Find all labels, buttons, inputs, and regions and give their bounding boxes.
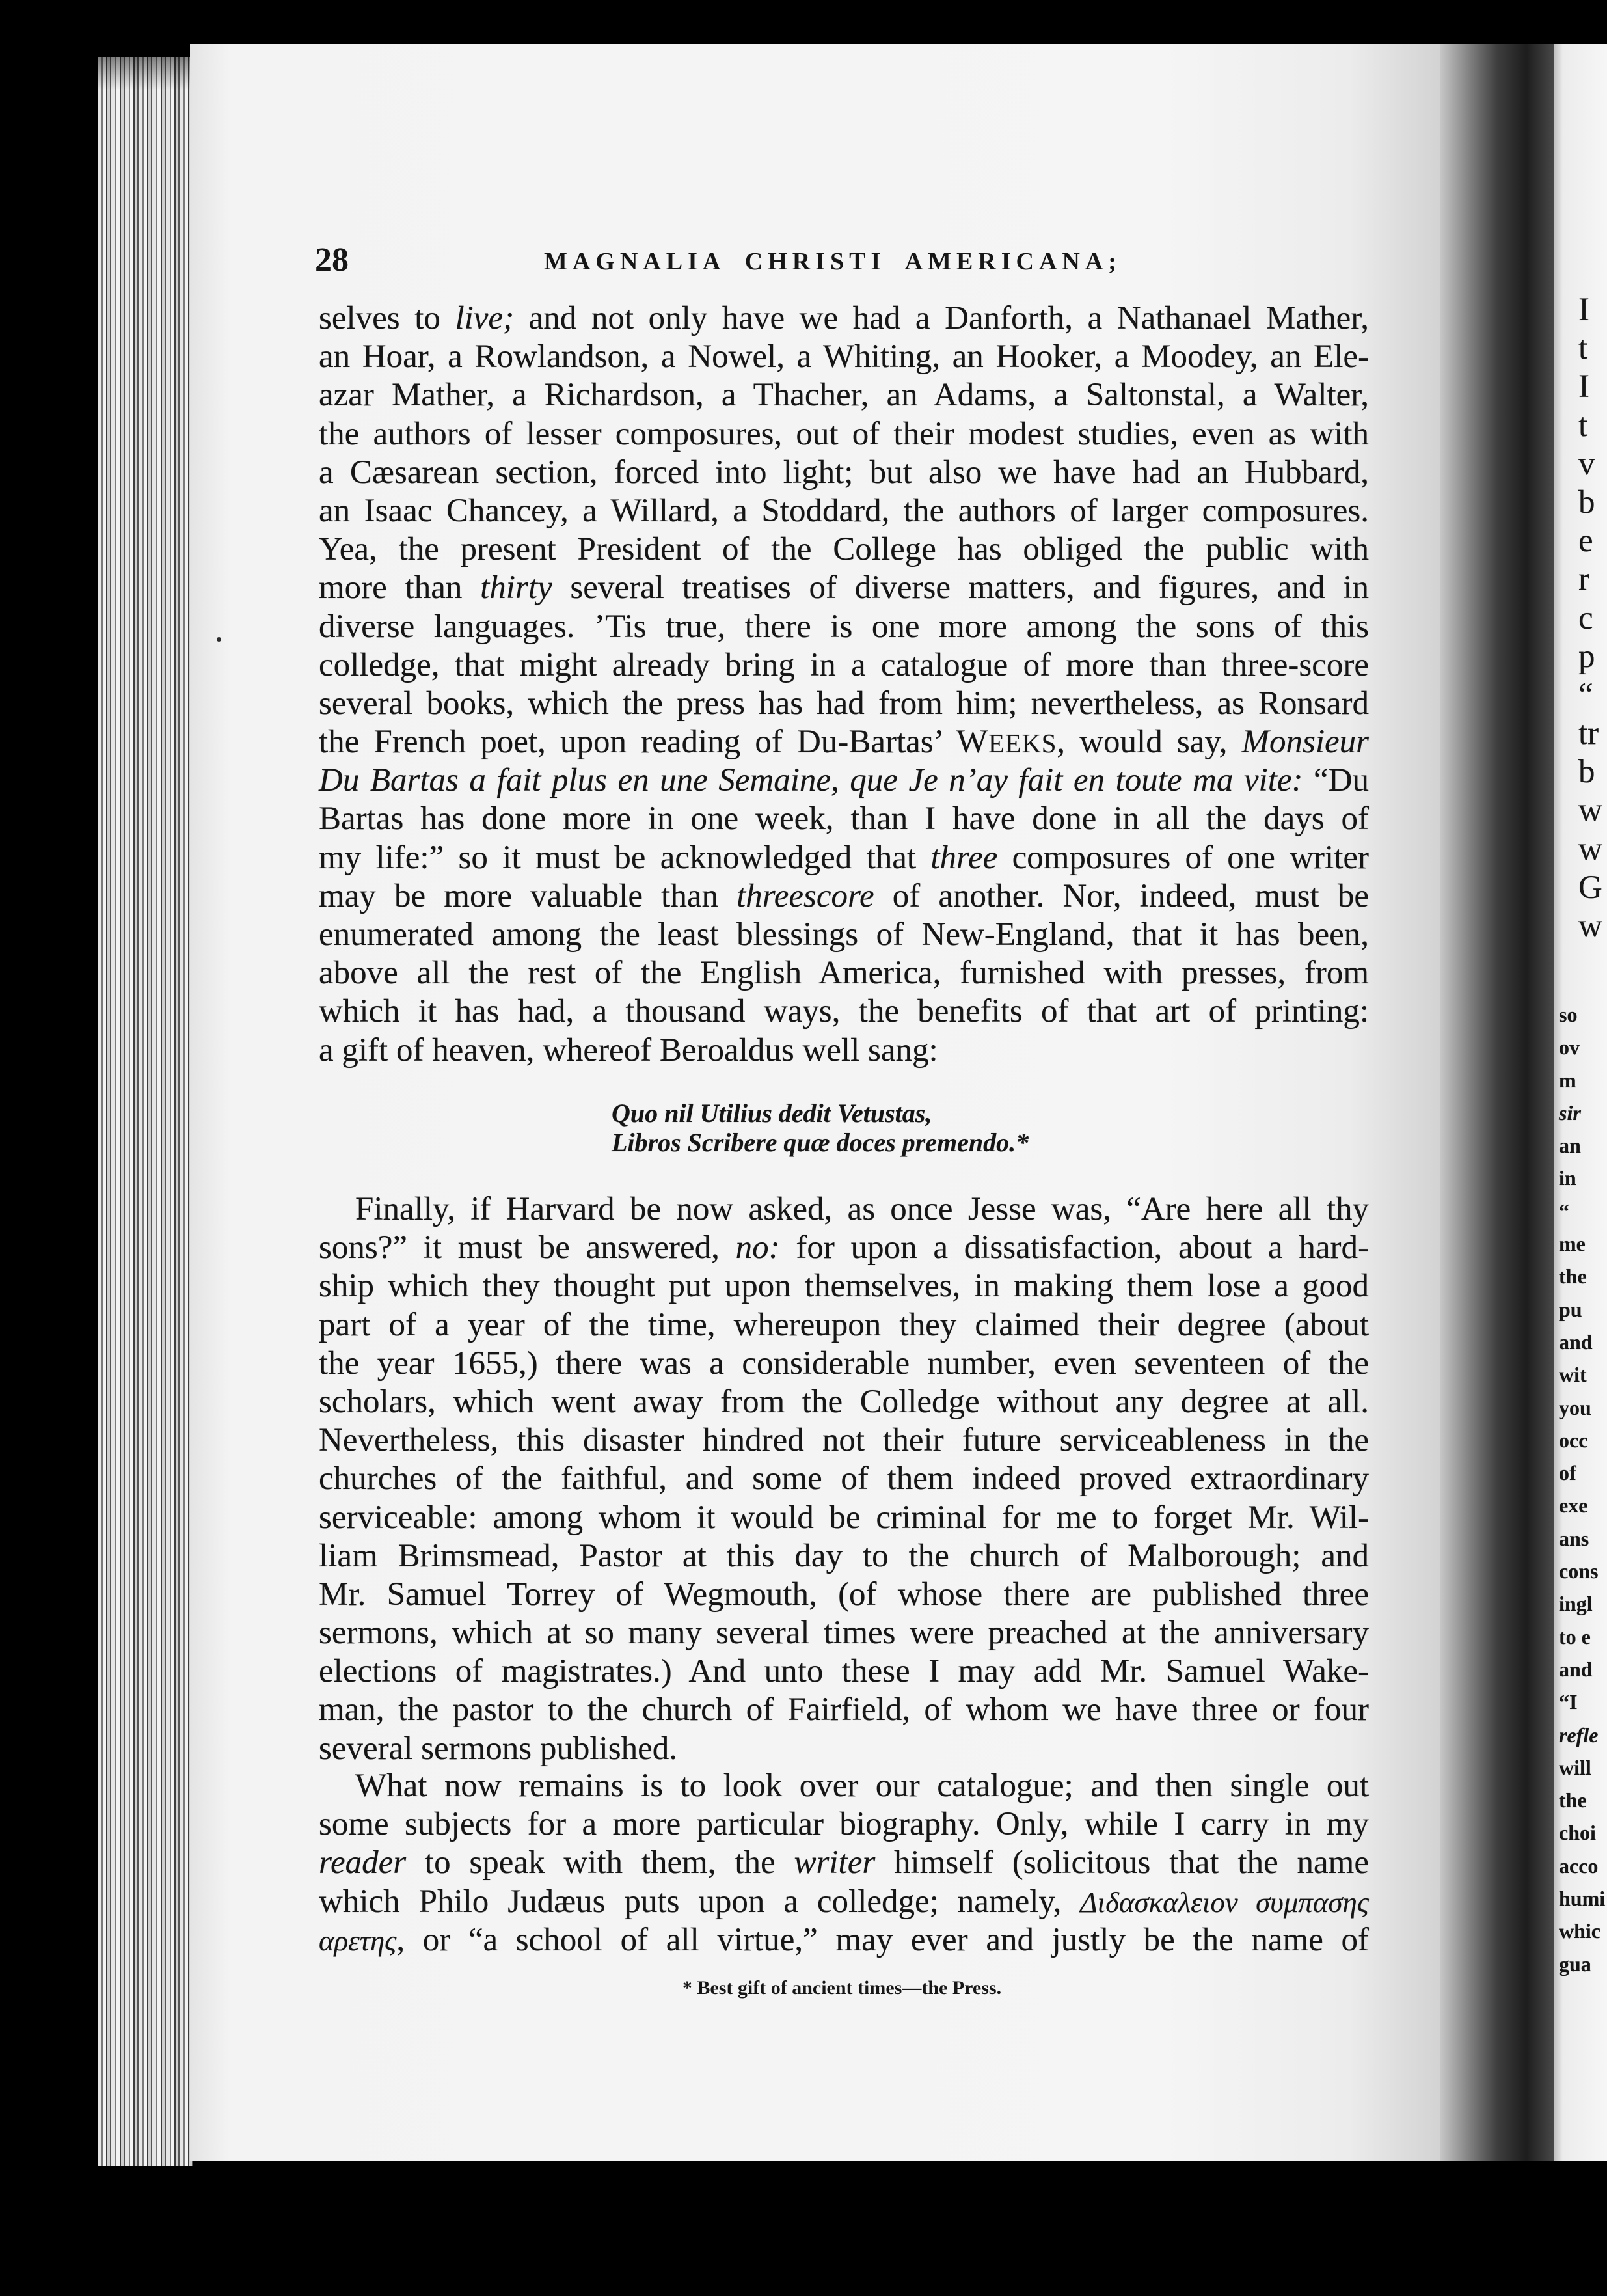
text-run: will — [1559, 1755, 1591, 1779]
text-run: choi — [1559, 1821, 1596, 1845]
italic-text: thirty — [480, 569, 552, 607]
text-line — [1578, 407, 1602, 445]
text-line — [1559, 1162, 1605, 1194]
text-run: some subjects for a more particular biography. Only, while I carry in my — [319, 1806, 1369, 1843]
text-run: the French poet, upon reading of Du-Bartas’ — [319, 724, 957, 761]
text-run: ov — [1559, 1035, 1580, 1059]
page-number: 28 — [315, 241, 349, 279]
text-line — [1559, 1227, 1605, 1260]
text-line — [1559, 1850, 1605, 1882]
text-line — [1559, 1719, 1605, 1751]
text-line — [319, 415, 1369, 454]
text-line — [319, 1537, 1369, 1576]
text-run: you — [1559, 1395, 1591, 1419]
text-run: which it has had, a thousand ways, the benefits of that art of printing: — [319, 993, 1369, 1030]
text-run: of another. Nor, indeed, must be — [874, 877, 1369, 914]
text-run: b — [1578, 484, 1595, 521]
text-line — [1559, 1555, 1605, 1587]
italic-text: sir — [1559, 1100, 1581, 1125]
text-run: an — [1559, 1134, 1581, 1158]
text-run: an Hoar, a Rowlandson, a Nowel, a Whiting, an Hooker, a Moodey, an Ele- — [319, 338, 1369, 376]
text-line — [319, 1306, 1369, 1345]
text-line — [1559, 1097, 1605, 1129]
text-run: several books, which the press has had from him; nevertheless, as Ronsard — [319, 685, 1369, 722]
text-run: I — [1578, 292, 1589, 328]
italic-text: three — [930, 839, 998, 876]
small-caps-text: WEEKS — [956, 724, 1057, 761]
main-page — [190, 44, 1442, 2161]
italic-text: Du Bartas a fait plus en une Semaine, que Je n’ay fait en toute ma vite: — [319, 762, 1303, 799]
text-run: exe — [1559, 1494, 1588, 1518]
text-run: “ — [1578, 676, 1593, 713]
text-run: pu — [1559, 1297, 1582, 1321]
text-run: the — [1559, 1264, 1587, 1289]
text-line — [319, 338, 1369, 376]
text-line — [1559, 1293, 1605, 1326]
text-line — [1559, 1784, 1605, 1816]
text-line — [319, 839, 1369, 877]
text-line — [319, 1229, 1369, 1267]
text-run: and — [1559, 1330, 1593, 1354]
text-line — [319, 1844, 1369, 1882]
text-run: Finally, if Harvard be now asked, as once Jesse was, “Are here all thy — [355, 1191, 1369, 1227]
text-line — [319, 954, 1369, 992]
text-run: Nevertheless, this disaster hindred not their future serviceableness in the — [319, 1422, 1369, 1459]
text-line — [319, 608, 1369, 646]
text-line — [1559, 1195, 1605, 1227]
text-line — [319, 1652, 1369, 1691]
text-line — [319, 1421, 1369, 1460]
text-run: t — [1578, 330, 1588, 367]
text-line — [319, 1730, 1369, 1768]
text-run: a Cæsarean section, forced into light; but also we have had an Hubbard, — [319, 454, 1369, 491]
facing-page-text-fragments — [1578, 291, 1602, 946]
text-line — [319, 646, 1369, 685]
text-run: G — [1578, 869, 1602, 906]
book-page-edges — [98, 57, 193, 2166]
text-line — [319, 1190, 1369, 1229]
text-run: Quo nil Utilius dedit Vetustas, — [612, 1099, 932, 1128]
text-run: diverse languages. ’Tis true, there is one more among the sons of this — [319, 608, 1369, 645]
text-line — [319, 299, 1369, 338]
text-line — [319, 877, 1369, 916]
text-run: t — [1578, 407, 1588, 444]
text-line — [1559, 1686, 1605, 1718]
text-run: “Du — [1303, 762, 1369, 799]
text-run: ans — [1559, 1526, 1589, 1550]
text-line — [319, 530, 1369, 569]
text-line — [319, 1767, 1369, 1805]
text-run: sons?” it must be answered, — [319, 1229, 736, 1266]
running-head: MAGNALIA CHRISTI AMERICANA; — [544, 248, 1122, 275]
text-run: several sermons published. — [319, 1730, 677, 1767]
text-line — [1559, 1424, 1605, 1456]
text-line — [1578, 753, 1602, 791]
text-run: my life:” so it must be acknowledged that — [319, 839, 931, 876]
text-run: which Philo Judæus puts upon a colledge; namely, — [319, 1883, 1081, 1920]
text-line — [1578, 445, 1602, 484]
text-run: , would say, — [1057, 724, 1242, 761]
italic-text: Monsieur — [1241, 724, 1369, 761]
text-run: Bartas has done more in one week, than I have done in all the days of — [319, 800, 1369, 838]
text-run: the authors of lesser composures, out of their modest studies, even as with — [319, 415, 1369, 452]
text-run: liam Brimsmead, Pastor at this day to the church of Malborough; and — [319, 1537, 1369, 1574]
text-line — [1559, 1522, 1605, 1555]
text-line — [1559, 1260, 1605, 1292]
text-line — [1578, 869, 1602, 907]
text-run: w — [1578, 908, 1602, 944]
text-run: composures of one writer — [997, 839, 1369, 876]
text-line — [319, 1805, 1369, 1844]
text-line — [319, 916, 1369, 954]
greek-text: αρετης — [319, 1924, 397, 1957]
text-line — [1559, 1489, 1605, 1522]
text-run: w — [1578, 830, 1602, 868]
facing-page — [1554, 44, 1607, 2161]
text-run: acco — [1559, 1853, 1599, 1878]
text-line — [319, 685, 1369, 723]
text-run: to e — [1559, 1624, 1591, 1648]
text-run: Yea, the present President of the College has obliged the public with — [319, 531, 1369, 568]
text-run: an Isaac Chancey, a Willard, a Stoddard, the authors of larger composures. — [319, 492, 1369, 529]
text-run: me — [1559, 1232, 1586, 1256]
text-run: gua — [1559, 1952, 1591, 1976]
text-run: to speak with them, the — [406, 1844, 794, 1881]
text-line — [319, 1383, 1369, 1421]
text-line — [1559, 1456, 1605, 1489]
text-line — [1578, 329, 1602, 368]
text-line — [319, 800, 1369, 838]
text-line — [1578, 560, 1602, 599]
text-run: p — [1578, 638, 1595, 675]
text-run: r — [1578, 561, 1589, 598]
text-run: the year 1655,) there was a considerable number, even seventeen of the — [319, 1345, 1369, 1382]
text-line — [1559, 1358, 1605, 1391]
text-line — [319, 492, 1369, 530]
text-line — [319, 454, 1369, 492]
text-line — [1578, 484, 1602, 522]
text-line — [1559, 1915, 1605, 1947]
text-run: b — [1578, 754, 1595, 791]
text-run: e — [1578, 523, 1593, 560]
text-run: wit — [1559, 1363, 1587, 1387]
text-line — [1578, 291, 1602, 329]
italic-text: reader — [319, 1844, 407, 1881]
text-line — [1559, 1620, 1605, 1653]
text-line — [319, 1883, 1369, 1921]
text-line — [319, 1032, 1369, 1070]
text-run: elections of magistrates.) And unto these I may add Mr. Samuel Wake- — [319, 1653, 1369, 1690]
italic-text: refle — [1559, 1723, 1599, 1747]
text-line — [1578, 599, 1602, 638]
text-line — [1559, 1882, 1605, 1915]
text-run: humi — [1559, 1887, 1606, 1911]
body-paragraph — [319, 1190, 1369, 1768]
text-run: , or “a school of all virtue,” may ever and justly be the name of — [396, 1921, 1369, 1958]
text-run: sermons, which at so many several times were preached at the anniversary — [319, 1615, 1369, 1652]
text-line — [1559, 1816, 1605, 1849]
text-line — [1578, 830, 1602, 869]
text-run: the — [1559, 1788, 1587, 1812]
text-line — [319, 1499, 1369, 1537]
text-line — [319, 761, 1369, 800]
text-line — [319, 1614, 1369, 1652]
text-run: azar Mather, a Richardson, a Thacher, an Adams, a Saltonstal, a Walter, — [319, 377, 1369, 414]
footnote: * Best gift of ancient times—the Press. — [682, 1977, 1002, 1999]
text-run: “ — [1559, 1199, 1569, 1223]
text-line — [1559, 1653, 1605, 1686]
text-line — [319, 1576, 1369, 1614]
text-line — [1559, 1031, 1605, 1063]
text-run: of — [1559, 1461, 1576, 1485]
text-run: m — [1559, 1068, 1576, 1092]
text-line — [319, 1345, 1369, 1383]
text-line — [319, 1460, 1369, 1498]
text-run: several treatises of diverse matters, and figures, and in — [552, 569, 1369, 607]
text-line — [1559, 998, 1605, 1031]
text-run: a gift of heaven, whereof Beroaldus well sang: — [319, 1032, 938, 1069]
text-run: “I — [1559, 1690, 1578, 1714]
text-run: tr — [1578, 715, 1599, 752]
body-paragraph — [319, 1767, 1369, 1960]
text-line — [1559, 1326, 1605, 1358]
italic-text: writer — [794, 1844, 876, 1881]
text-run: cons — [1559, 1559, 1599, 1583]
text-run: in — [1559, 1166, 1576, 1190]
text-run: colledge, that might already bring in a catalogue of more than three-score — [319, 646, 1369, 683]
text-run: himself (solicitous that the name — [875, 1844, 1369, 1881]
text-line — [319, 376, 1369, 415]
text-run: enumerated among the least blessings of New-England, that it has been, — [319, 916, 1369, 953]
text-run: v — [1578, 445, 1595, 482]
text-line — [319, 1267, 1369, 1305]
text-run: for upon a dissatisfaction, about a hard- — [779, 1229, 1369, 1266]
text-line — [1559, 1751, 1605, 1784]
verse-quotation — [612, 1099, 1197, 1157]
text-line — [1578, 522, 1602, 560]
facing-page-footnote-fragments — [1559, 998, 1605, 1980]
text-line — [319, 1691, 1369, 1729]
text-line — [1578, 907, 1602, 946]
text-line — [612, 1128, 1197, 1157]
text-run: man, the pastor to the church of Fairfield, of whom we have three or four — [319, 1691, 1369, 1729]
text-run: serviceable: among whom it would be criminal for me to forget Mr. Wil- — [319, 1499, 1369, 1536]
greek-text: Διδασκαλειον συμπασης — [1080, 1885, 1369, 1919]
text-run: churches of the faithful, and some of them indeed proved extraordinary — [319, 1460, 1369, 1497]
text-line — [1559, 1391, 1605, 1424]
text-line — [612, 1099, 1197, 1128]
text-line — [1578, 638, 1602, 676]
italic-text: threescore — [736, 877, 874, 914]
text-line — [1578, 791, 1602, 830]
italic-text: live; — [455, 300, 515, 336]
text-run: w — [1578, 792, 1602, 829]
text-line — [1559, 1587, 1605, 1620]
text-line — [319, 1921, 1369, 1960]
text-run: may be more valuable than — [319, 877, 737, 914]
text-line — [1578, 715, 1602, 753]
text-run: more than — [319, 569, 481, 607]
text-run: and — [1559, 1657, 1593, 1681]
body-paragraph — [319, 299, 1369, 1070]
text-line — [319, 723, 1369, 761]
text-run: part of a year of the time, whereupon they claimed their degree (about — [319, 1306, 1369, 1343]
text-run: ingl — [1559, 1592, 1593, 1616]
text-run: whic — [1559, 1919, 1600, 1943]
text-line — [1559, 1064, 1605, 1097]
text-run: occ — [1559, 1428, 1588, 1452]
ink-speck — [217, 637, 221, 642]
text-run: ship which they thought put upon themselves, in making them lose a good — [319, 1268, 1369, 1305]
text-line — [1578, 368, 1602, 406]
text-run: scholars, which went away from the Colledge without any degree at all. — [319, 1383, 1369, 1420]
text-line — [319, 992, 1369, 1031]
text-run: c — [1578, 599, 1593, 636]
text-run: selves to — [319, 300, 455, 336]
text-run: above all the rest of the English America, furnished with presses, from — [319, 955, 1369, 992]
text-run: What now remains is to look over our catalogue; and then single out — [355, 1768, 1369, 1804]
text-run: and not only have we had a Danforth, a Nathanael Mather, — [514, 300, 1370, 336]
text-line — [1559, 1129, 1605, 1162]
text-run: so — [1559, 1003, 1578, 1026]
text-run: I — [1578, 368, 1589, 405]
text-line — [1578, 676, 1602, 715]
italic-text: no: — [735, 1229, 780, 1266]
text-run: Libros Scribere quæ doces premendo.* — [612, 1128, 1029, 1157]
text-line — [319, 569, 1369, 607]
text-line — [1559, 1948, 1605, 1980]
text-run: Mr. Samuel Torrey of Wegmouth, (of whose there are published three — [319, 1576, 1369, 1613]
gutter-shadow — [1440, 44, 1555, 2161]
